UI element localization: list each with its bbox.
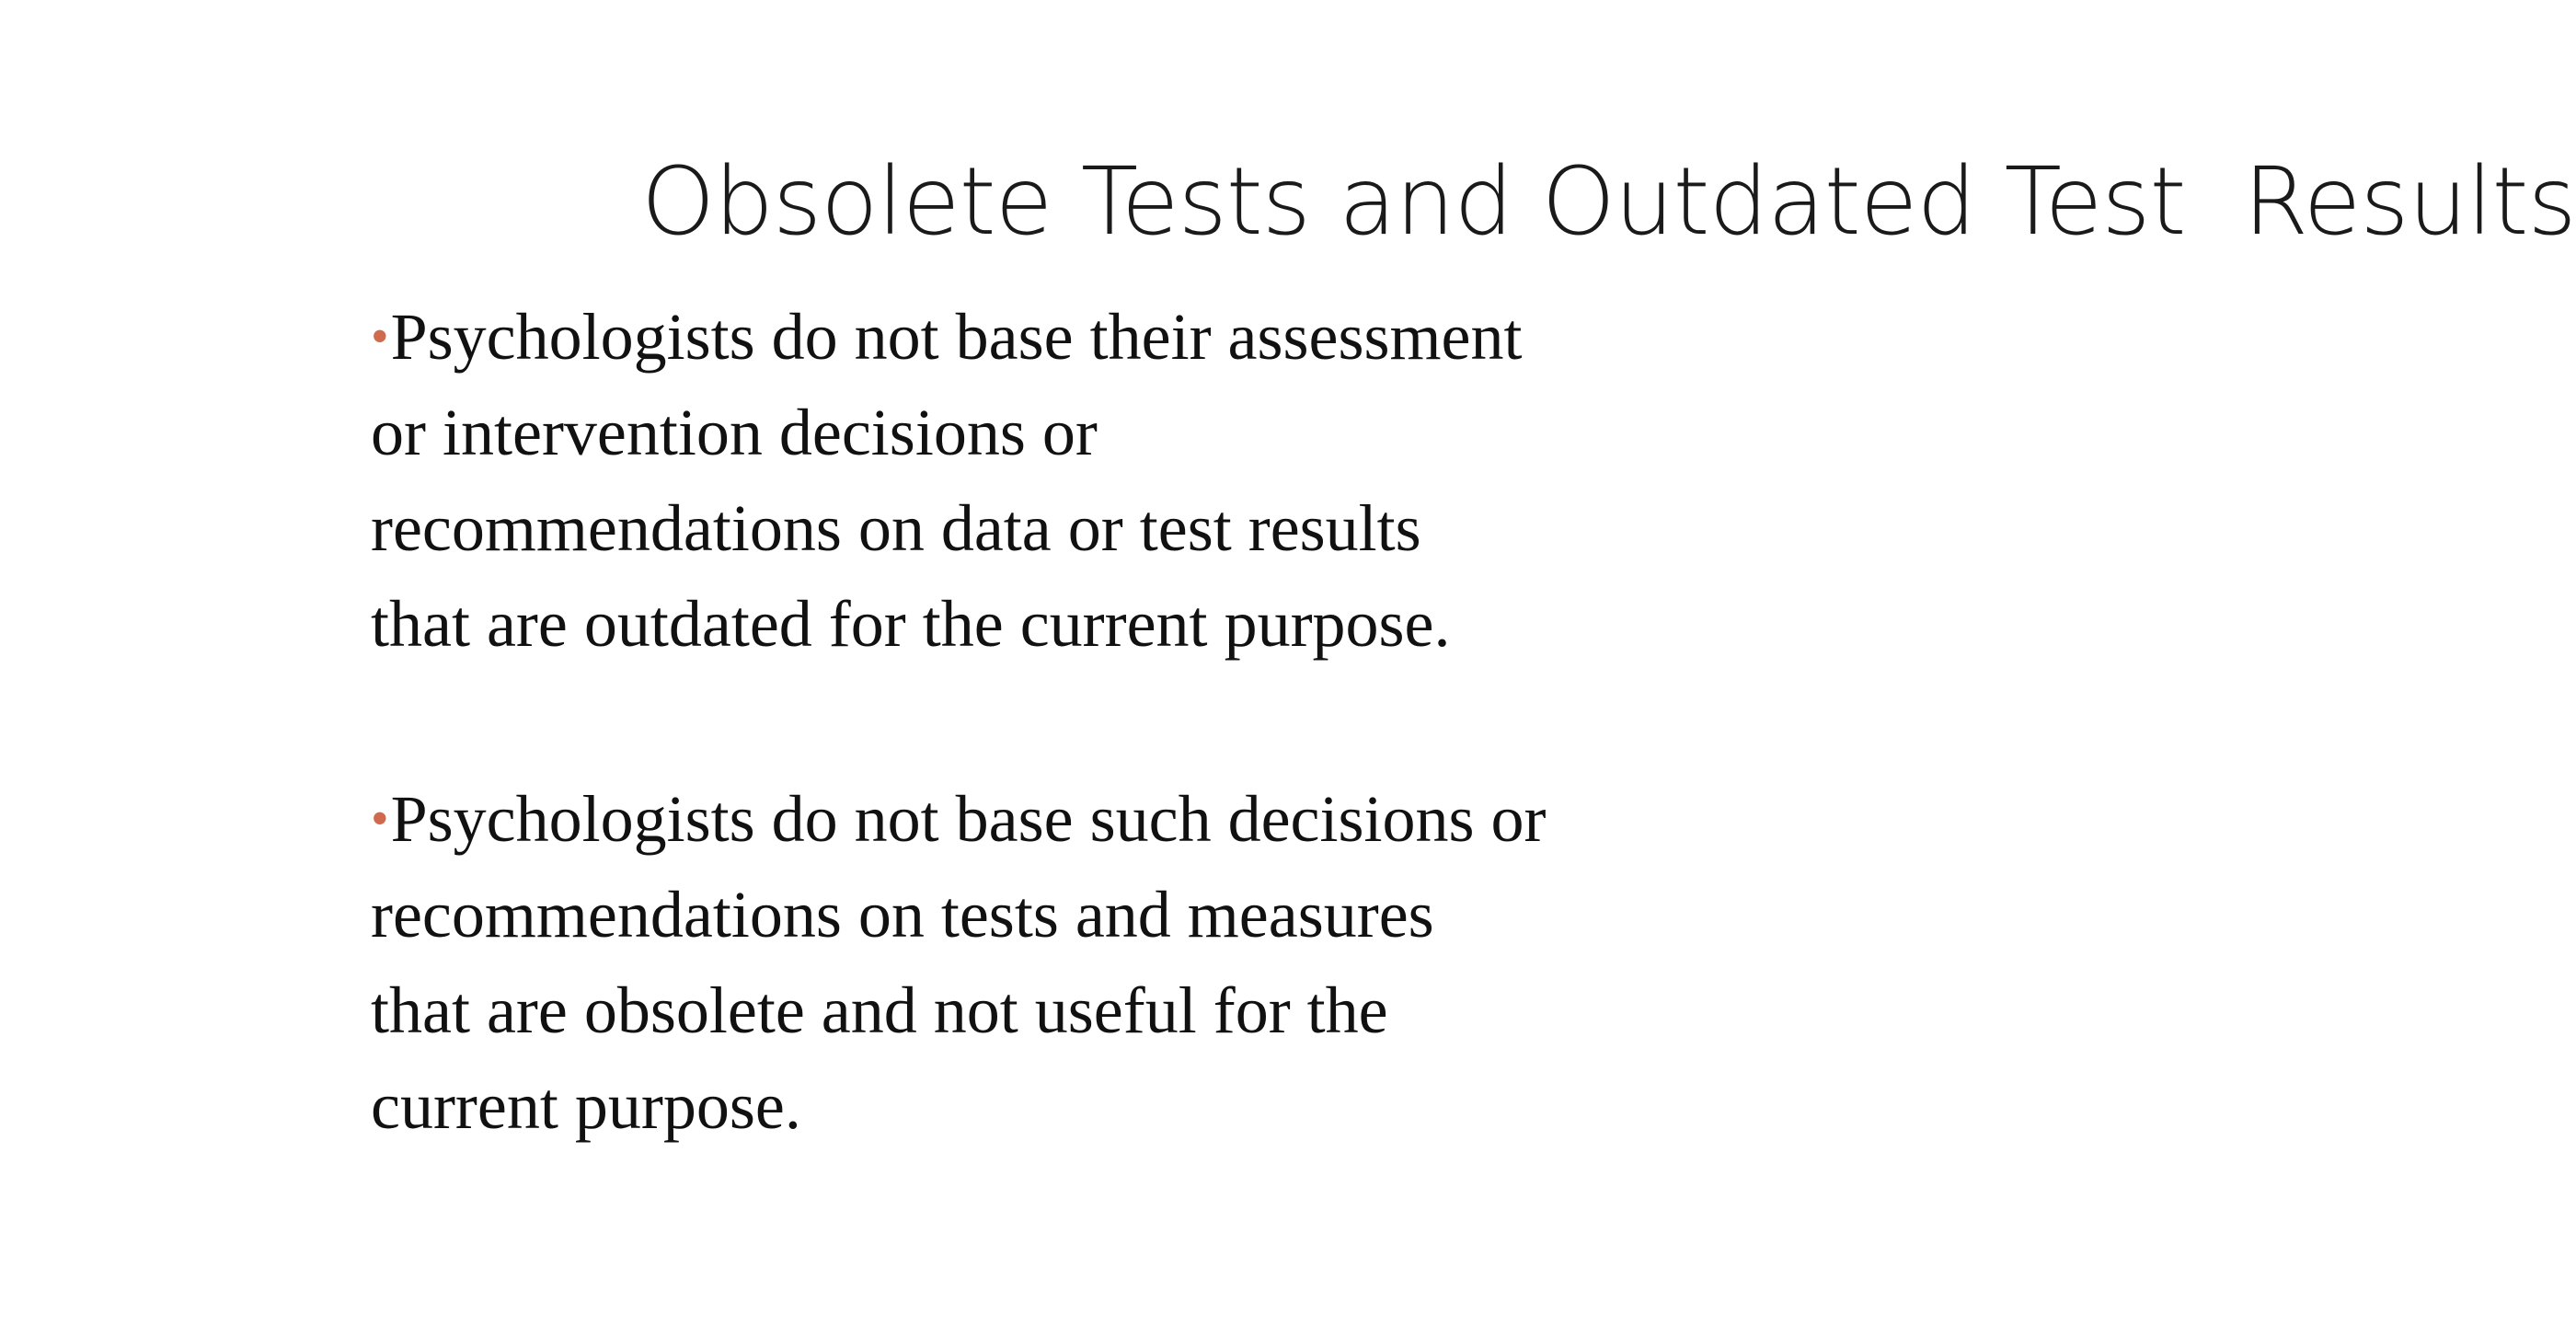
bullet-item — [371, 289, 1705, 672]
bullet-line — [371, 771, 1705, 867]
bullet-line — [371, 289, 1705, 385]
bullet-text: Psychologists do not base their assessment — [390, 300, 1523, 374]
bullet-marker: • — [371, 790, 389, 847]
bullet-line: current purpose. — [371, 1069, 801, 1143]
slide-title: Obsolete Tests and Outdated Test Results — [641, 147, 2576, 257]
bullet-marker: • — [371, 308, 389, 365]
bullet-line: recommendations on data or test results — [371, 491, 1421, 565]
bullet-item — [371, 771, 1705, 1154]
bullet-text: Psychologists do not base such decisions or — [390, 782, 1547, 856]
bullet-line: recommendations on tests and measures — [371, 878, 1434, 951]
bullet-line: that are obsolete and not useful for the — [371, 974, 1388, 1047]
bullet-line: that are outdated for the current purpose. — [371, 587, 1451, 661]
bullet-line: or intervention decisions or — [371, 396, 1098, 469]
